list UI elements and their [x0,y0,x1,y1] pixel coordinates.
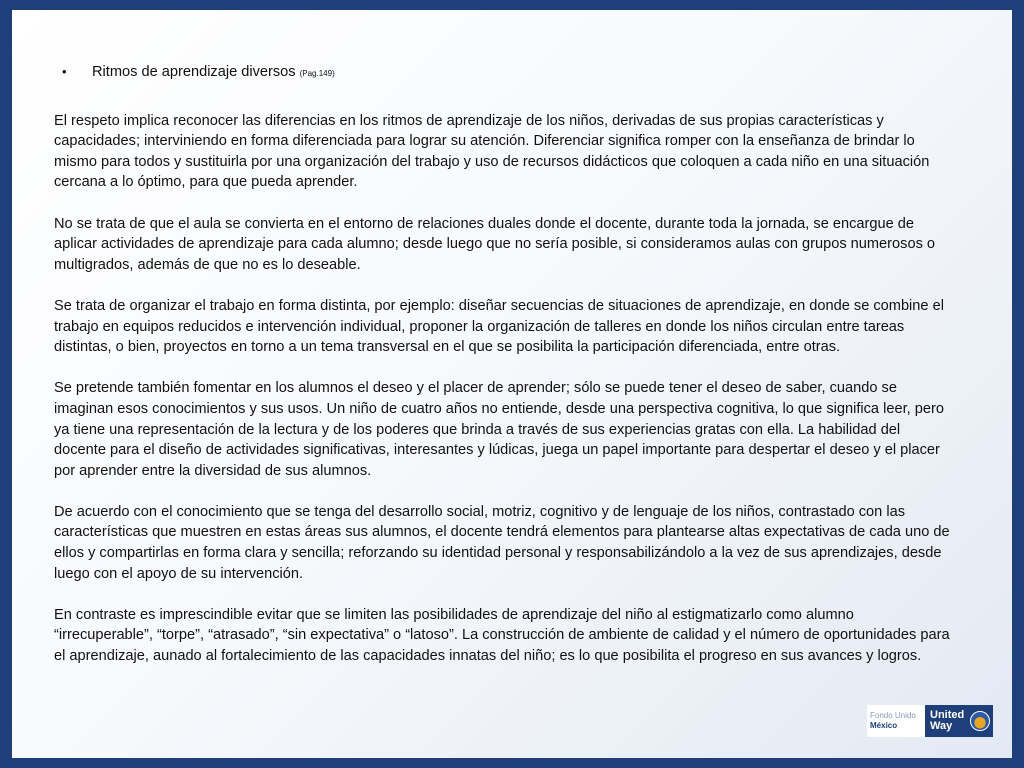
paragraph: De acuerdo con el conocimiento que se tenga del desarrollo social, motriz, cognitivo y de lenguaje de los niños, contrastado con las características que muestren en estas áreas sus alumnos, el docente tendrá elementos para plantearse altas expectativas de cada uno de ellos y compartirlas en forma clara y sencilla; reforzando su identidad personal y responsabilizándolo a la vez de sus aprendizajes, desde luego con el apoyo de su intervención. [54,503,950,582]
section-heading [54,62,956,85]
hand-globe-icon [970,711,990,731]
logo-right-top: United [930,709,965,721]
paragraph: No se trata de que el aula se convierta en el entorno de relaciones duales donde el docente, durante toda la jornada, se encargue de aplicar actividades de aprendizaje para cada alumno; desde luego que no sería posible, si consideramos aulas con grupos numerosos o multigrados, además de que no es lo deseable. [54,215,936,273]
paragraph: En contraste es imprescindible evitar que se limiten las posibilidades de aprendizaje del niño al estigmatizarlo como alumno “irrecuperable”, “torpe”, “atrasado”, “sin expectativa” o “latoso”. La construcción de ambiente de calidad y el número de oportunidades para el aprendizaje, aunado al fortalecimiento de las capacidades innatas del niño; es lo que posibilita el progreso en sus avances y logros. [54,606,950,665]
paragraph: Se pretende también fomentar en los alumnos el deseo y el placer de aprender; sólo se puede tener el deseo de saber, cuando se imaginan esos conocimientos y sus usos. Un niño de cuatro años no entiende, desde una perspectiva cognitiva, lo que significa leer, pero ya tiene una representación de la lectura y de los poderes que brinda a través de sus experiencias gratas con ella. La habilidad del docente para el diseño de actividades significativas, interesantes y lúdicas, juega un papel importante para despertar el deseo y el placer por aprender entre la diversidad de sus alumnos. [54,380,944,479]
logo-left-panel [867,705,925,737]
logo-right-panel [925,705,993,737]
logo-right-bottom: Way [930,720,953,732]
heading-title: Ritmos de aprendizaje diversos [92,64,296,80]
slide [12,10,1012,758]
logo-left-bottom: México [870,721,898,730]
page-reference: (Pag.149) [299,69,335,78]
united-way-logo [867,705,993,737]
paragraph: El respeto implica reconocer las diferencias en los ritmos de aprendizaje de los niños, derivadas de sus propias características y capacidades; interviniendo en forma diferenciada para lograr su atención. Diferenciar significa romper con la enseñanza de brindar lo mismo para todos y sustituirla por una organización del trabajo y uso de recursos didácticos que coloquen a cada niño en una situación cercana a lo óptimo, para que pueda aprender. [54,112,930,191]
logo-left-top: Fondo Unido [870,711,916,720]
bullet-icon: • [62,64,67,79]
paragraph: Se trata de organizar el trabajo en forma distinta, por ejemplo: diseñar secuencias de situaciones de aprendizaje, en donde se combine el trabajo en equipos reducidos e intervención individual, proponer la organización de talleres en donde los niños circulan entre tareas distintas, o bien, proyectos en torno a un tema transversal en el que se posibilita la participación diferenciada, entre otras. [54,297,944,356]
slide-content [54,62,956,687]
